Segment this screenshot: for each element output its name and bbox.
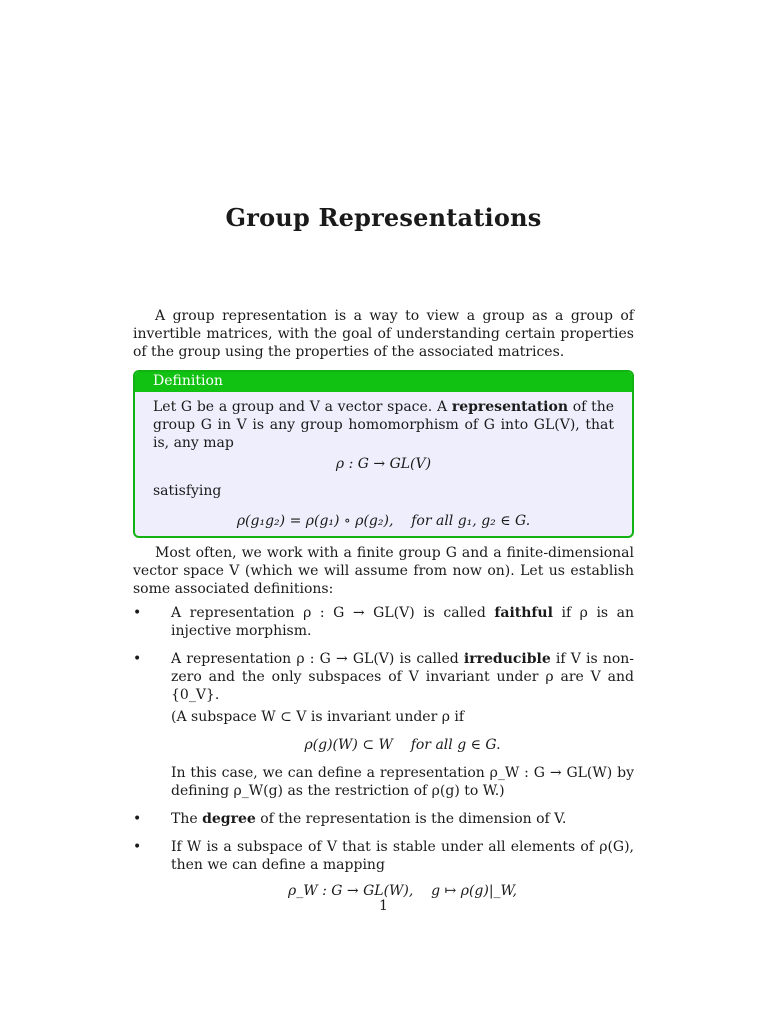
intro-paragraph: A group representation is a way to view a group as a group of invertible matrices, with the goal of understanding certain properties of the group using the properties of the associated matrices. [133, 308, 634, 360]
definition-list [133, 604, 634, 900]
item-subtext-2: In this case, we can define a representation ρ_W : G → GL(W) by defining ρ_W(g) as the restriction of ρ(g) to W.) [171, 765, 634, 799]
item-text: If W is a subspace of V that is stable under all elements of ρ(G), then we can define a mapping [171, 839, 634, 873]
definition-body [153, 398, 614, 530]
definition-equation-1: ρ : G → GL(V) [335, 456, 432, 472]
item-subtext: (A subspace W ⊂ V is invariant under ρ if [171, 709, 465, 725]
item-term: faithful [494, 605, 553, 621]
definition-text-post: of the group G in V is any group homomorphism of G into GL(V), that is, any map [153, 399, 615, 451]
bullet-icon: • [133, 811, 142, 827]
item-text-pre: A representation ρ : G → GL(V) is called [171, 605, 486, 621]
definition-text-pre: Let G be a group and V a vector space. A [153, 399, 448, 415]
item-text-pre: A representation ρ : G → GL(V) is called [171, 651, 459, 667]
list-item [133, 810, 634, 828]
definition-satisfying: satisfying [153, 483, 222, 499]
bullet-icon: • [133, 839, 142, 855]
definition-equation-2: ρ(g₁g₂) = ρ(g₁) ∘ ρ(g₂), for all g₁, g₂ ∈ G. [236, 513, 531, 529]
item-term: degree [202, 811, 256, 827]
after-paragraph: Most often, we work with a finite group G and a finite-dimensional vector space V (which we will assume from now on). Let us establish some associated definitions: [133, 545, 634, 597]
item-equation: ρ_W : G → GL(W), g ↦ ρ(g)|_W, [288, 883, 517, 899]
item-term: irreducible [463, 651, 551, 667]
bullet-icon: • [133, 605, 142, 621]
list-item [133, 604, 634, 640]
list-item [133, 650, 634, 800]
item-equation: ρ(g)(W) ⊂ W for all g ∈ G. [304, 737, 501, 753]
page-number: 1 [379, 898, 388, 914]
definition-term: representation [451, 399, 568, 415]
page-title: Group Representations [225, 203, 542, 232]
definition-text [153, 398, 614, 452]
item-text-post: if ρ is an injective morphism. [171, 605, 635, 639]
definition-box [133, 370, 634, 538]
item-text-pre: The [171, 811, 198, 827]
list-item [133, 838, 634, 900]
item-text-post: if V is non-zero and the only subspaces of V invariant under ρ are V and {0_V}. [171, 651, 635, 703]
item-text-post: of the representation is the dimension of V. [260, 811, 567, 827]
definition-header: Definition [135, 372, 632, 392]
bullet-icon: • [133, 651, 142, 667]
